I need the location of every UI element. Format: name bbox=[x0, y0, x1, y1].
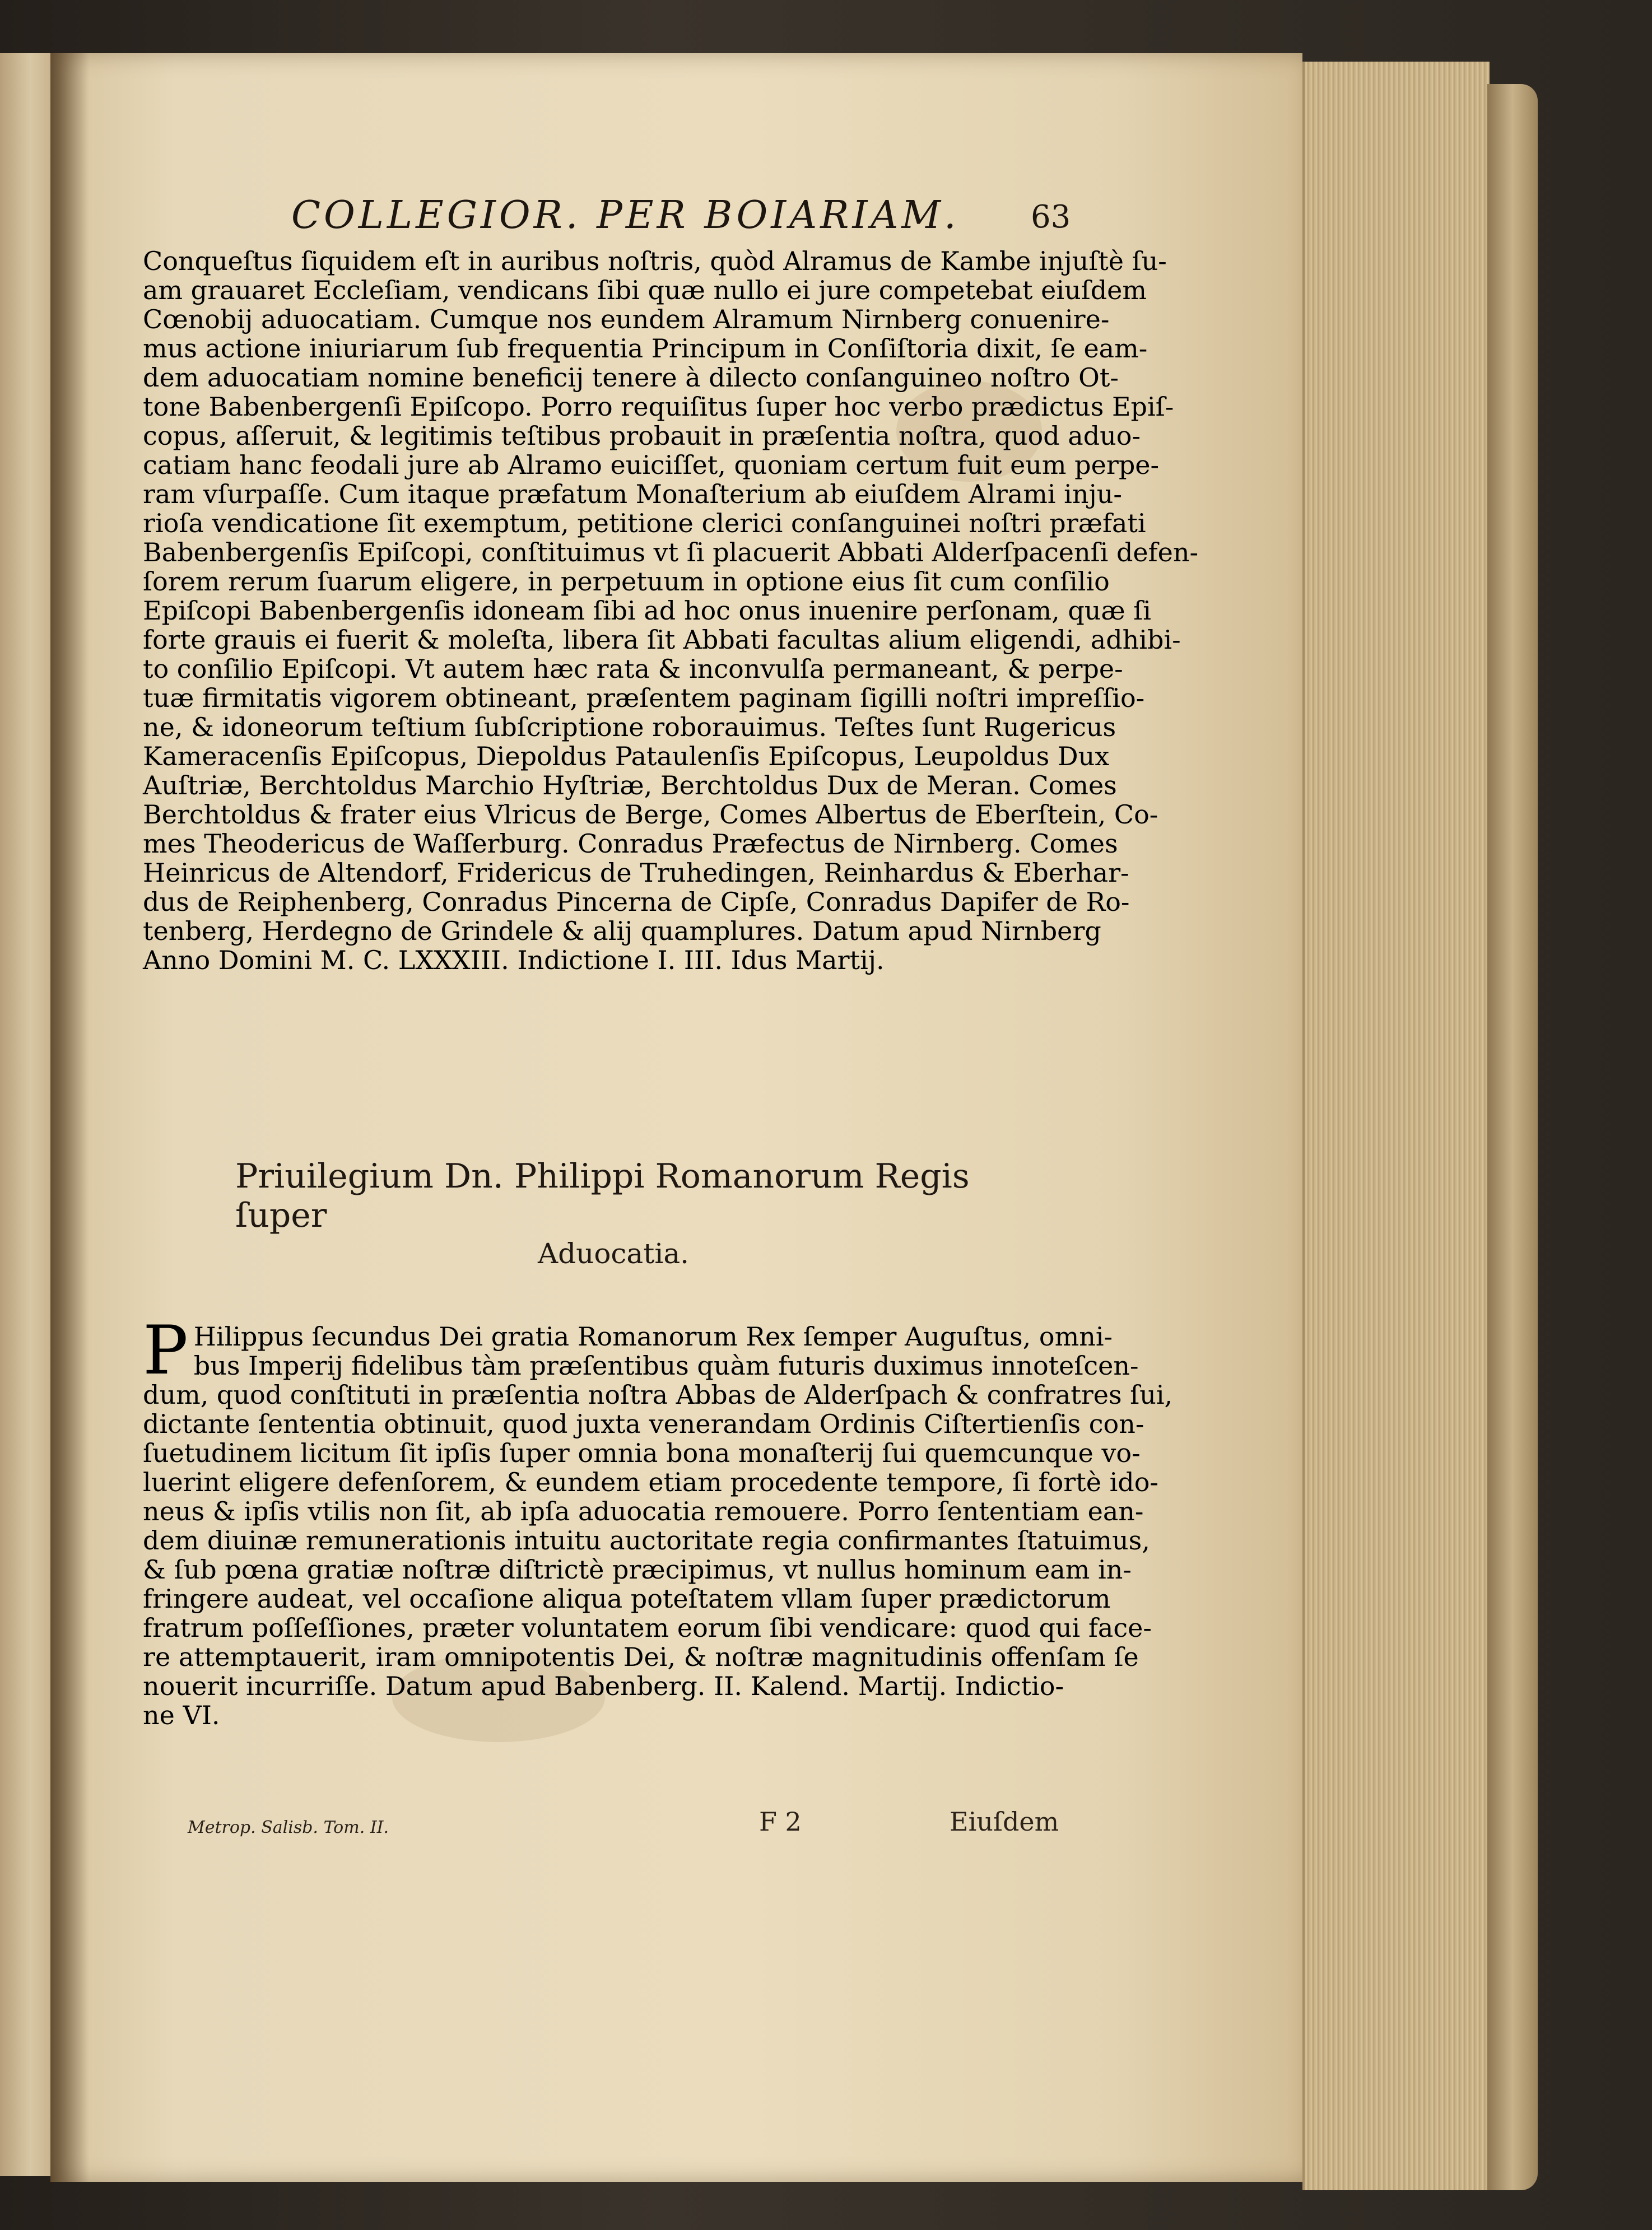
heading-sub: Aduocatia. bbox=[538, 1237, 690, 1270]
page-gutter-shadow bbox=[50, 53, 90, 2182]
text-line: neus & ipſis vtilis non ſit, ab ipſa aduocatia remouere. Porro ſententiam ean- bbox=[143, 1496, 1144, 1526]
charter-paragraph bbox=[143, 246, 1199, 975]
heading-main: Priuilegium Dn. Philippi Romanorum Regis ſuper bbox=[235, 1157, 970, 1235]
text-line: & ſub pœna gratiæ noſtræ diſtrictè præcipimus, vt nullus hominum eam in- bbox=[143, 1554, 1132, 1585]
facing-page-edge bbox=[0, 53, 52, 2176]
text-line: dus de Reiphenberg, Conradus Pincerna de Cipſe, Conradus Dapifer de Ro- bbox=[143, 887, 1130, 917]
text-line: mus actione iniuriarum ſub frequentia Principum in Conſiſtoria dixit, ſe eam- bbox=[143, 333, 1148, 364]
text-line: fringere audeat, vel occaſione aliqua poteſtatem vllam ſuper prædictorum bbox=[143, 1584, 1111, 1614]
privilege-paragraph bbox=[143, 1312, 1173, 1730]
text-line: Berchtoldus & frater eius Vlricus de Berge, Comes Albertus de Eberſtein, Co- bbox=[143, 799, 1158, 830]
text-line: Epiſcopi Babenbergenſis idoneam ſibi ad hoc onus inuenire perſonam, quæ ſi bbox=[143, 595, 1152, 626]
text-line: tone Babenbergenſi Epiſcopo. Porro requiſitus ſuper hoc verbo prædictus Epiſ- bbox=[143, 392, 1174, 422]
text-line: copus, aſſeruit, & legitimis teſtibus probauit in præſentia noſtra, quod aduo- bbox=[143, 421, 1141, 451]
text-line: ne, & idoneorum teſtium ſubſcriptione roborauimus. Teſtes ſunt Rugericus bbox=[143, 712, 1116, 742]
text-line: Heinricus de Altendorf, Fridericus de Truhedingen, Reinhardus & Eberhar- bbox=[143, 858, 1129, 888]
text-block-privilege bbox=[143, 1312, 1173, 1730]
text-line: dem aduocatiam nomine beneficij tenere à dilecto conſanguineo noſtro Ot- bbox=[143, 362, 1119, 393]
text-line: forte grauis ei fuerit & moleſta, libera ſit Abbati facultas alium eligendi, adhibi- bbox=[143, 625, 1181, 655]
text-line: ſuetudinem licitum ſit ipſis ſuper omnia bona monaſterij ſui quemcunque vo- bbox=[143, 1438, 1141, 1468]
text-line: ſorem rerum ſuarum eligere, in perpetuum in optione eius ſit cum conſilio bbox=[143, 566, 1110, 597]
text-line: ne VI. bbox=[143, 1700, 220, 1730]
catchword: Eiuſdem bbox=[950, 1807, 1059, 1837]
text-line: Auſtriæ, Berchtoldus Marchio Hyſtriæ, Berchtoldus Dux de Meran. Comes bbox=[143, 770, 1117, 800]
text-line: dum, quod conſtituti in præſentia noſtra Abbas de Alderſpach & confratres ſui, bbox=[143, 1380, 1173, 1410]
text-line: catiam hanc feodali jure ab Alramo euiciſſet, quoniam certum fuit eum perpe- bbox=[143, 450, 1160, 480]
text-line: fratrum poſſeſſiones, præter voluntatem eorum ſibi vendicare: quod qui face- bbox=[143, 1613, 1152, 1643]
sheet-mark: F 2 bbox=[759, 1807, 802, 1837]
text-line: dictante ſententia obtinuit, quod juxta venerandam Ordinis Ciſtertienſis con- bbox=[143, 1409, 1144, 1439]
drop-capital: P bbox=[143, 1312, 188, 1390]
text-line: Hilippus ſecundus Dei gratia Romanorum Rex ſemper Auguſtus, omni- bbox=[193, 1321, 1113, 1352]
section-heading bbox=[235, 1157, 1020, 1270]
running-head: COLLEGIOR. PER BOIARIAM. bbox=[291, 193, 960, 238]
text-line: nouerit incurriſſe. Datum apud Babenberg. II. Kalend. Martij. Indictio- bbox=[143, 1671, 1064, 1701]
text-line: dem diuinæ remunerationis intuitu auctoritate regia confirmantes ſtatuimus, bbox=[143, 1525, 1150, 1556]
text-line: Anno Domini M. C. LXXXIII. Indictione I. III. Idus Martij. bbox=[143, 945, 885, 975]
text-line: bus Imperij fidelibus tàm præſentibus quàm futuris duximus innoteſcen- bbox=[193, 1351, 1139, 1381]
signature-line: Metrop. Salisb. Tom. II. bbox=[188, 1818, 389, 1837]
page-number: 63 bbox=[1031, 199, 1071, 235]
text-block-charter bbox=[143, 246, 1199, 975]
page-fore-edge bbox=[1302, 62, 1490, 2190]
text-line: Kameracenſis Epiſcopus, Diepoldus Pataulenſis Epiſcopus, Leupoldus Dux bbox=[143, 741, 1110, 771]
text-line: mes Theodericus de Waſſerburg. Conradus Præfectus de Nirnberg. Comes bbox=[143, 828, 1118, 859]
book-cover-edge bbox=[1487, 84, 1538, 2190]
text-line: re attemptauerit, iram omnipotentis Dei, & noſtræ magnitudinis offenſam ſe bbox=[143, 1642, 1139, 1672]
text-line: Babenbergenſis Epiſcopi, conſtituimus vt ſi placuerit Abbati Alderſpacenſi defen- bbox=[143, 537, 1199, 567]
text-line: tenberg, Herdegno de Grindele & alij quamplures. Datum apud Nirnberg bbox=[143, 916, 1101, 946]
text-line: rioſa vendicatione ſit exemptum, petitione clerici conſanguinei noſtri præfati bbox=[143, 508, 1146, 538]
text-line: Conqueſtus ſiquidem eſt in auribus noſtris, quòd Alramus de Kambe injuſtè ſu- bbox=[143, 246, 1167, 276]
text-line: ram vſurpaſſe. Cum itaque præfatum Monaſterium ab eiuſdem Alrami inju- bbox=[143, 479, 1122, 509]
text-line: Cœnobij aduocatiam. Cumque nos eundem Alramum Nirnberg conuenire- bbox=[143, 304, 1110, 334]
text-line: to conſilio Epiſcopi. Vt autem hæc rata & inconvulſa permaneant, & perpe- bbox=[143, 654, 1123, 684]
text-line: am grauaret Eccleſiam, vendicans ſibi quæ nullo ei jure competebat eiuſdem bbox=[143, 275, 1147, 305]
text-line: tuæ firmitatis vigorem obtineant, præſentem paginam ſigilli noſtri impreſſio- bbox=[143, 683, 1145, 713]
text-line: luerint eligere defenſorem, & eundem etiam procedente tempore, ſi fortè ido- bbox=[143, 1467, 1158, 1497]
